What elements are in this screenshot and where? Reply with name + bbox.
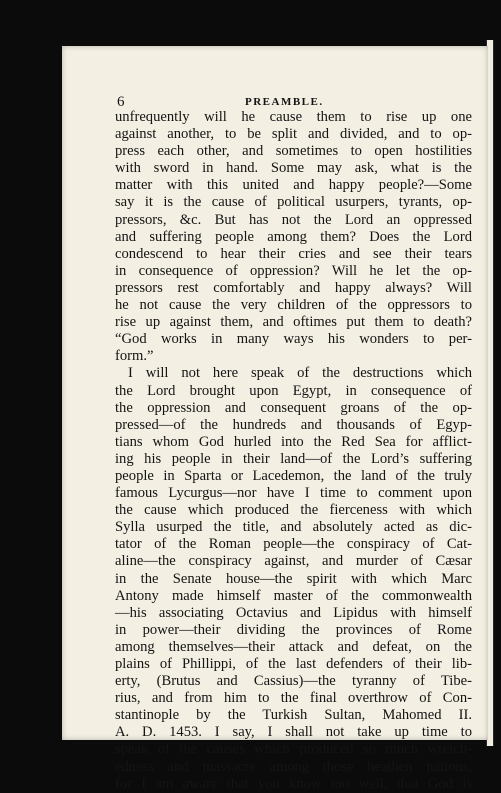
text-line: “God works in many ways his wonders to per- xyxy=(115,331,472,348)
text-line: pressors rest comfortably and happy always? Will xyxy=(115,279,472,296)
text-line: condescend to hear their cries and see their tears xyxy=(115,245,472,262)
text-line: I will not here speak of the destructions which xyxy=(128,365,472,382)
text-line: the Lord brought upon Egypt, in consequence of xyxy=(115,382,472,399)
text-line: form.” xyxy=(115,348,154,365)
text-line: in the Senate house—the spirit with which Marc xyxy=(115,570,472,587)
page-number: 6 xyxy=(117,94,125,110)
text-line: against another, to be split and divided, and to op- xyxy=(115,126,472,143)
text-line: aline—the conspiracy against, and murder of Cæsar xyxy=(115,553,472,570)
text-line: rius, and from him to the final overthrow of Con- xyxy=(115,690,472,707)
text-line: people in Sparta or Lacedemon, the land of the truly xyxy=(115,467,472,484)
paragraph-1 xyxy=(115,109,472,365)
running-title: PREAMBLE. xyxy=(245,96,324,108)
body-text xyxy=(115,109,472,793)
text-line: Sylla usurped the title, and absolutely acted as dic- xyxy=(115,519,472,536)
text-line: rise up against them, and oftimes put them to death? xyxy=(115,314,472,331)
text-line: speak of the causes which produced so much wretch- xyxy=(115,741,472,758)
text-line: plains of Phillippi, of the last defenders of their lib- xyxy=(115,656,472,672)
text-line: pressors, &c. But has not the Lord an oppressed xyxy=(115,211,472,228)
text-line: tator of the Roman people—the conspiracy of Cat- xyxy=(115,536,472,553)
text-line: tians whom God hurled into the Red Sea for afflict- xyxy=(115,433,472,450)
text-line: pressed—of the hundreds and thousands of Egyp- xyxy=(115,416,472,433)
text-line: erty, (Brutus and Cassius)—the tyranny of Tibe- xyxy=(115,673,472,690)
text-line: with sword in hand. Some may ask, what is the xyxy=(115,160,472,177)
text-line: edness and massacre among those heathen nations, xyxy=(115,758,472,775)
text-line: press each other, and sometimes to open hostilities xyxy=(115,143,472,160)
book-page xyxy=(62,46,488,792)
text-line: in power—their dividing the provinces of Rome xyxy=(115,621,472,638)
text-line: in consequence of oppression? Will he let the op- xyxy=(115,262,472,279)
paragraph-2 xyxy=(115,365,472,792)
text-line: among themselves—their attack and defeat, on the xyxy=(115,638,472,655)
text-line: matter with this united and happy people?—Some xyxy=(115,177,472,194)
text-line: famous Lycurgus—nor have I time to comment upon xyxy=(115,485,472,502)
text-line: stantinople by the Turkish Sultan, Mahomed II. xyxy=(115,707,472,724)
text-line: ing his people in their land—of the Lord’s suffering xyxy=(115,450,472,467)
text-line: —his associating Octavius and Lipidus with himself xyxy=(115,604,472,621)
text-line: and suffering people among them? Does the Lord xyxy=(115,228,472,245)
text-line: the cause which produced the fierceness with which xyxy=(115,502,472,519)
text-line: he not cause the very children of the oppressors to xyxy=(115,297,472,314)
text-line: A. D. 1453. I say, I shall not take up time to xyxy=(115,724,472,741)
text-line: unfrequently will he cause them to rise up one xyxy=(115,109,472,125)
text-line: the oppression and consequent groans of the op- xyxy=(115,399,472,416)
text-line: for I am aware that you know too well, that God is xyxy=(115,775,472,792)
text-line: say it is the cause of political usurpers, tyrants, op- xyxy=(115,194,472,211)
text-line: Antony made himself master of the commonwealth xyxy=(115,587,472,604)
